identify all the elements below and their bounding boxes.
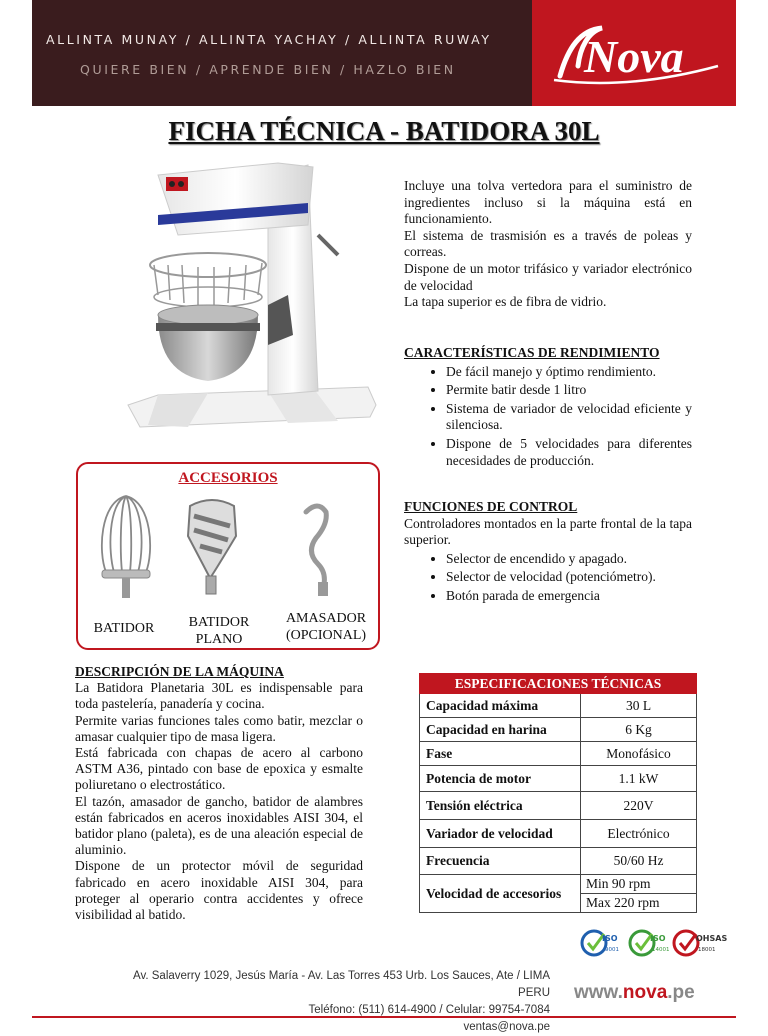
ohsas-18001-icon (674, 931, 727, 955)
spec-value: Max 220 rpm (581, 894, 697, 913)
spec-value: 6 Kg (581, 718, 697, 742)
spec-key: Capacidad en harina (420, 718, 581, 742)
description-heading: DESCRIPCIÓN DE LA MÁQUINA (75, 664, 284, 679)
iso-9001-icon (582, 931, 619, 955)
intro-line: La tapa superior es de fibra de vidrio. (404, 294, 607, 310)
mixer-image (118, 155, 380, 455)
header-banner (32, 0, 736, 106)
description-paragraph: El tazón, amasador de gancho, batidor de alambres están fabricados en aceros inoxidables AISI 304, el batidor plano (paleta), es de una aleación especial de aluminio. (75, 793, 363, 858)
specs-table (419, 673, 697, 913)
list-item: • Permite batir desde 1 litro (446, 382, 692, 399)
performance-heading: CARACTERÍSTICAS DE RENDIMIENTO (404, 345, 660, 360)
list-item: • Selector de encendido y apagado. (446, 551, 692, 568)
accessory-label-batidor: BATIDOR (93, 621, 155, 636)
intro-line: El sistema de trasmisión es a través de poleas y correas. (404, 227, 692, 260)
iso-14001-a: ISO (650, 934, 666, 943)
spec-key: Potencia de motor (420, 766, 581, 792)
spec-value: 50/60 Hz (581, 848, 697, 875)
iso-9001-b: 9001 (605, 947, 619, 953)
website-link[interactable] (574, 982, 695, 1004)
certification-badges (580, 926, 730, 960)
list-item: • Sistema de variador de velocidad eficiente y silenciosa. (446, 401, 692, 434)
page-title: FICHA TÉCNICA - BATIDORA 30L (168, 116, 600, 146)
brand-text: Nova (584, 31, 684, 82)
ohsas-b: 18001 (698, 947, 716, 953)
performance-section (404, 345, 692, 471)
description-paragraph: La Batidora Planetaria 30L es indispensable para toda pastelería, panadería y cocina. (75, 680, 363, 712)
description-paragraph: Permite varias funciones tales como batir, mezclar o amasar cualquier tipo de masa ligera. (75, 712, 363, 744)
description-paragraph: Dispone de un protector móvil de seguridad fabricado en acero inoxidable AISI 304, para proteger al operario contra accidentes y ofrece visibilidad al batido. (75, 858, 363, 923)
web-suffix: .pe (667, 982, 695, 1003)
iso-9001-a: ISO (602, 934, 618, 943)
intro-line: Incluye una tolva vertedora para el suministro de ingredientes incluso si la máquina está en funcionamiento. (404, 178, 692, 227)
brand-logo-area (532, 0, 736, 106)
list-item: • De fácil manejo y óptimo rendimiento. (446, 364, 692, 381)
accessory-label-amasador (274, 610, 378, 644)
whisk-icon (94, 492, 158, 602)
accessories-heading: ACCESORIOS (178, 470, 278, 486)
spec-key: Fase (420, 742, 581, 766)
spec-key: Capacidad máxima (420, 694, 581, 718)
description-paragraph: Está fabricada con chapas de acero al carbono ASTM A36, pintado con base de epoxica y esmalte poliuretano o electrostático. (75, 745, 363, 793)
footer-phone: Teléfono: (511) 614-4900 / Celular: 99754-7084 (308, 1004, 550, 1016)
header-tagline-area (32, 0, 532, 106)
footer-rule (32, 1016, 736, 1018)
spec-value: 220V (581, 792, 697, 820)
intro-line: Dispone de un motor trifásico y variador electrónico de velocidad (404, 260, 692, 293)
accessories-box (76, 462, 380, 650)
web-prefix: www. (574, 982, 623, 1003)
spec-value: Electrónico (581, 820, 697, 848)
control-heading: FUNCIONES DE CONTROL (404, 499, 578, 514)
spec-value: 30 L (581, 694, 697, 718)
spec-value: 1.1 kW (581, 766, 697, 792)
spec-key: Velocidad de accesorios (420, 875, 581, 913)
intro-text (404, 178, 692, 311)
spec-key: Tensión eléctrica (420, 792, 581, 820)
spec-key: Variador de velocidad (420, 820, 581, 848)
tagline-quechua: ALLINTA MUNAY / ALLINTA YACHAY / ALLINTA RUWAY (46, 32, 492, 47)
iso-14001-b: 14001 (652, 947, 670, 953)
spec-key: Frecuencia (420, 848, 581, 875)
spec-value: Monofásico (581, 742, 697, 766)
description-section (75, 664, 363, 923)
footer-contact (130, 968, 550, 1036)
footer-address: Av. Salaverry 1029, Jesús María - Av. Las Torres 453 Urb. Los Sauces, Ate / LIMA PERU (133, 970, 550, 999)
ohsas-a: OHSAS (696, 934, 728, 943)
specs-heading: ESPECIFICACIONES TÉCNICAS (420, 674, 697, 694)
web-brand: nova (622, 982, 668, 1003)
control-section (404, 499, 692, 607)
list-item: • Botón parada de emergencia (446, 588, 692, 605)
label-line: PLANO (195, 632, 243, 647)
list-item: • Dispone de 5 velocidades para diferentes necesidades de producción. (446, 436, 692, 469)
nova-logo (540, 18, 730, 88)
iso-14001-icon (630, 931, 670, 955)
label-line: BATIDOR (188, 615, 250, 630)
footer-email[interactable]: ventas@nova.pe (463, 1021, 550, 1033)
accessory-label-batidor-plano (174, 614, 264, 648)
label-line: AMASADOR (285, 611, 367, 626)
control-text: Controladores montados en la parte frontal de la tapa superior. (404, 515, 692, 548)
label-line: (OPCIONAL) (285, 628, 367, 643)
dough-hook-icon (288, 498, 348, 598)
spec-value: Min 90 rpm (581, 875, 697, 894)
flat-beater-icon (180, 496, 244, 596)
tagline-spanish: QUIERE BIEN / APRENDE BIEN / HAZLO BIEN (80, 62, 456, 77)
list-item: • Selector de velocidad (potenciómetro). (446, 569, 692, 586)
